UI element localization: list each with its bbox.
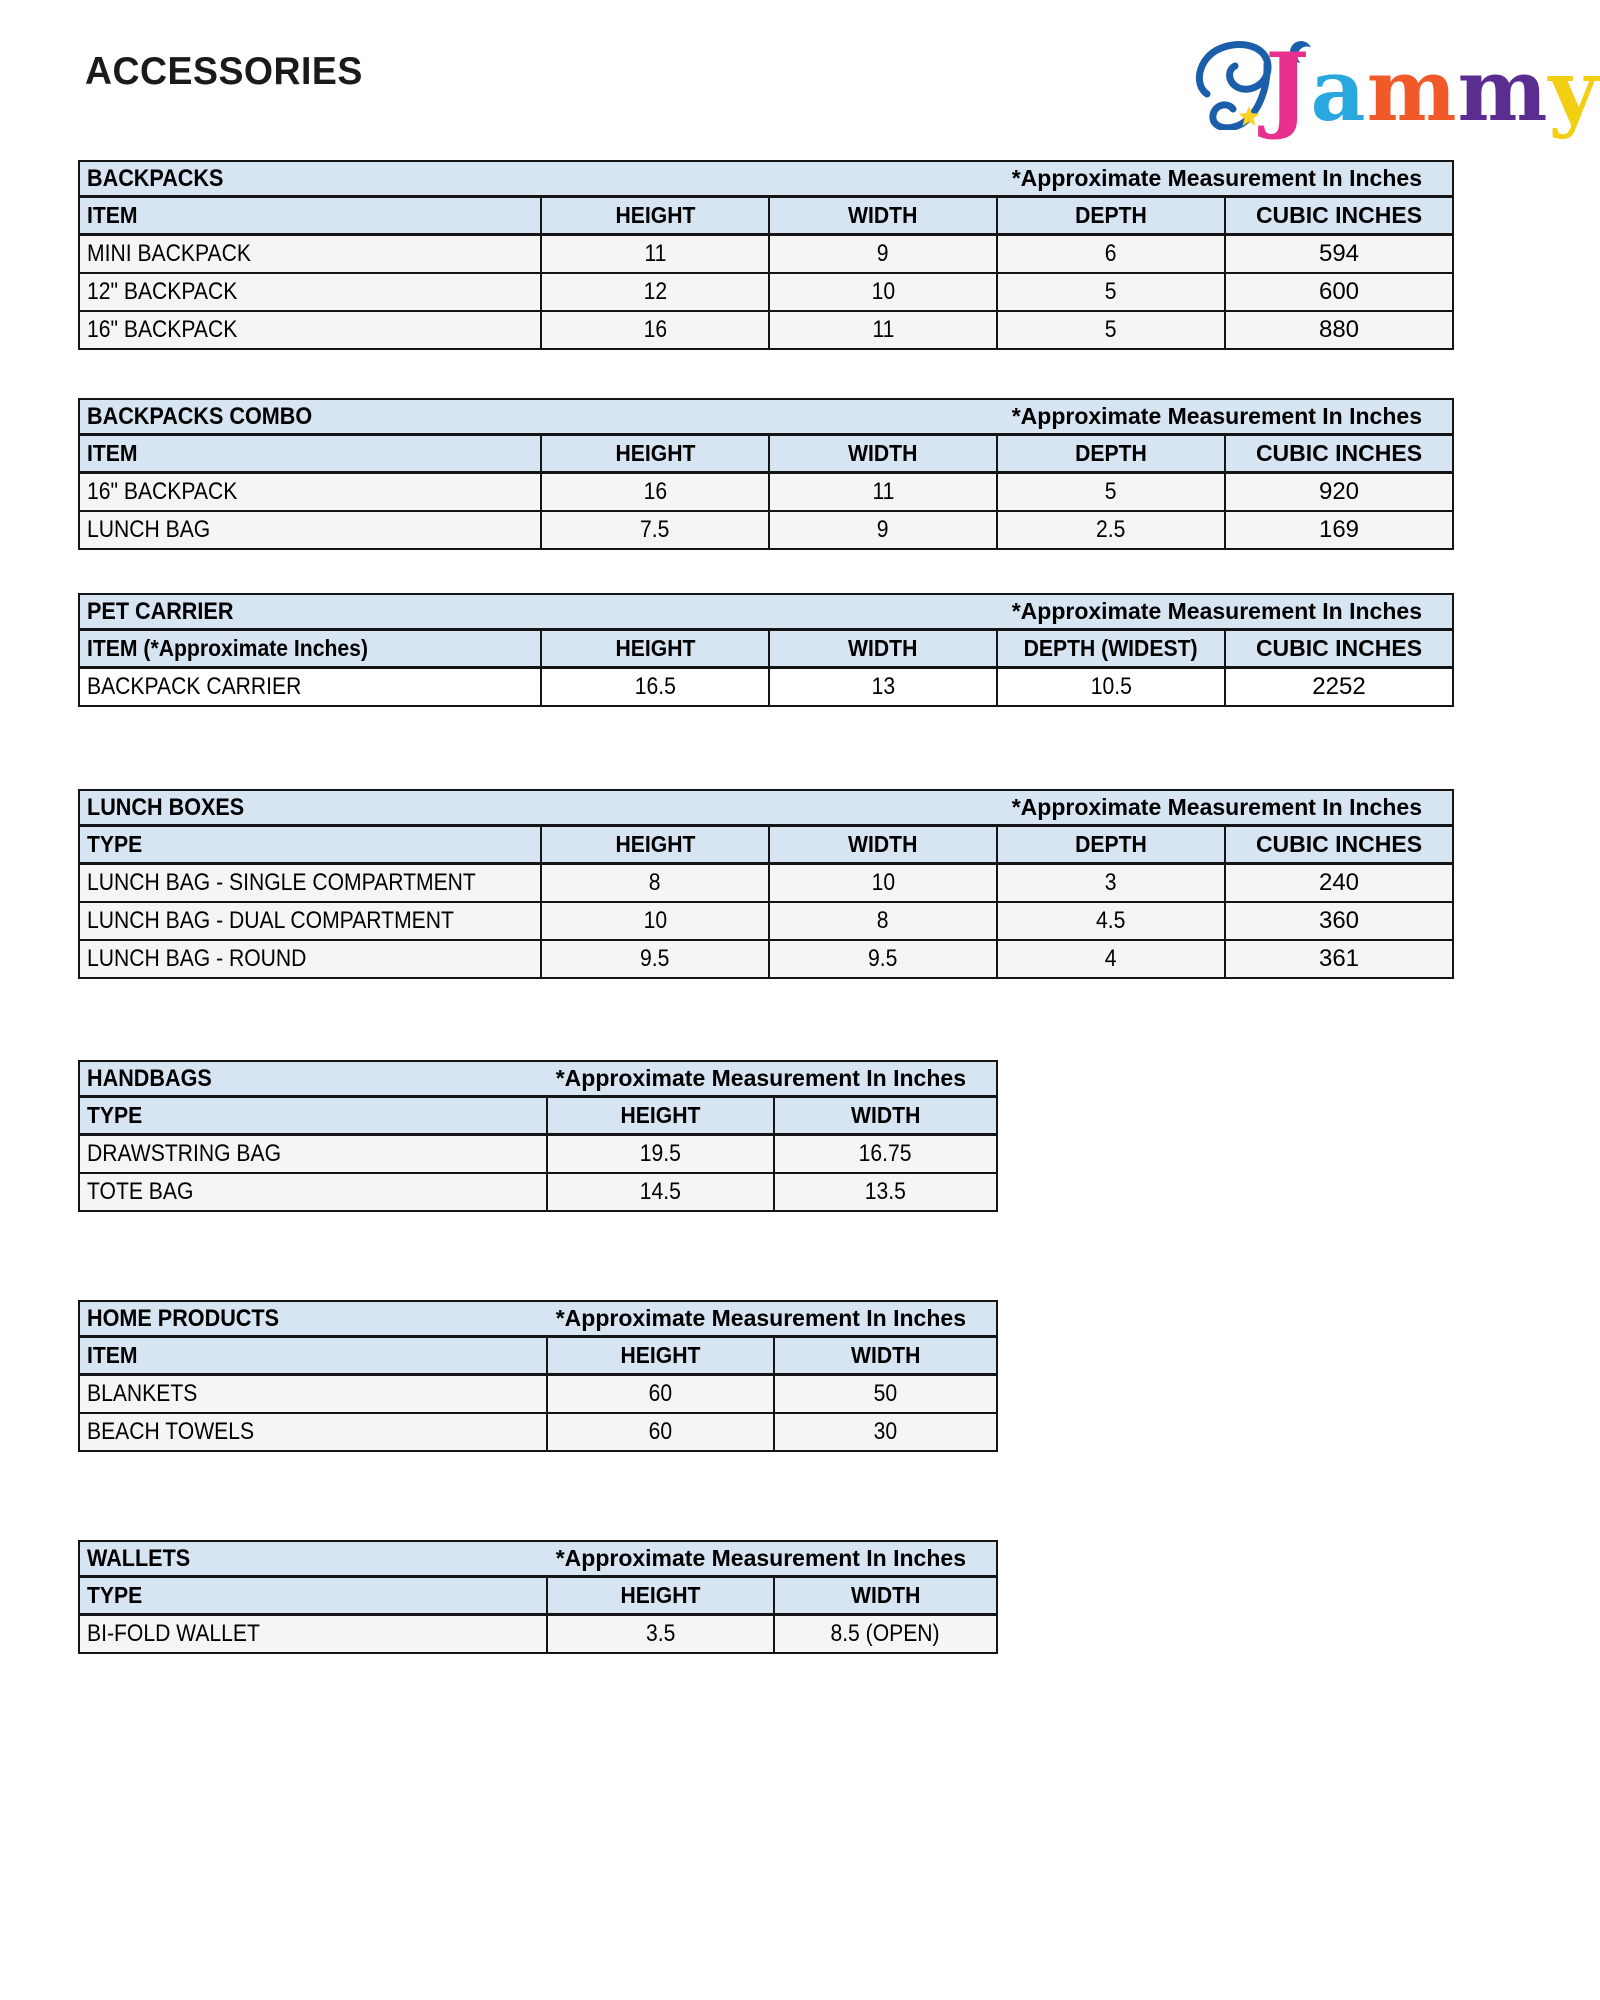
- logo-wordmark: [1265, 33, 1599, 143]
- column-header: HEIGHT: [541, 826, 769, 864]
- table-note: *Approximate Measurement In Inches: [1011, 165, 1422, 191]
- cell-item: BLANKETS: [79, 1375, 547, 1414]
- table-note: *Approximate Measurement In Inches: [555, 1545, 966, 1571]
- cell-width: 11: [769, 473, 997, 512]
- column-header: HEIGHT: [541, 197, 769, 235]
- cell-item: TOTE BAG: [79, 1173, 547, 1211]
- column-header: DEPTH: [997, 826, 1225, 864]
- column-header: DEPTH: [997, 435, 1225, 473]
- cell-item: 16" BACKPACK: [79, 473, 541, 512]
- cell-height: 60: [547, 1413, 774, 1451]
- cell-cubic-inches: 600: [1225, 273, 1453, 311]
- logo-letter: y: [1548, 41, 1599, 141]
- cell-cubic-inches: 2252: [1225, 668, 1453, 707]
- cell-cubic-inches: 360: [1225, 902, 1453, 940]
- table-note: *Approximate Measurement In Inches: [1011, 794, 1422, 820]
- column-header: WIDTH: [769, 630, 997, 668]
- table-row: [79, 235, 1453, 274]
- table-row: [79, 1615, 997, 1654]
- column-header: HEIGHT: [541, 630, 769, 668]
- column-header: ITEM: [79, 1337, 547, 1375]
- column-header: WIDTH: [769, 435, 997, 473]
- cell-width: 9: [769, 511, 997, 549]
- cell-cubic-inches: 594: [1225, 235, 1453, 274]
- table-title-row: [79, 161, 1453, 197]
- cell-cubic-inches: 920: [1225, 473, 1453, 512]
- cell-height: 10: [541, 902, 769, 940]
- table-note: *Approximate Measurement In Inches: [555, 1065, 966, 1091]
- cell-width: 8: [769, 902, 997, 940]
- column-header: CUBIC INCHES: [1225, 197, 1453, 235]
- column-header: CUBIC INCHES: [1225, 630, 1453, 668]
- table-lunch-boxes: [78, 789, 1454, 979]
- column-header: TYPE: [79, 1577, 547, 1615]
- cell-height: 60: [547, 1375, 774, 1414]
- table-row: [79, 1413, 997, 1451]
- column-header: ITEM (*Approximate Inches): [79, 630, 541, 668]
- table-row: [79, 311, 1453, 349]
- pjammy-logo: [1193, 30, 1599, 143]
- column-header: WIDTH: [774, 1097, 997, 1135]
- cell-width: 11: [769, 311, 997, 349]
- cell-depth: 10.5: [997, 668, 1225, 707]
- cell-cubic-inches: 169: [1225, 511, 1453, 549]
- cell-depth: 5: [997, 311, 1225, 349]
- table-note: *Approximate Measurement In Inches: [1011, 403, 1422, 429]
- table-title-row: [79, 399, 1453, 435]
- table-row: [79, 902, 1453, 940]
- cell-cubic-inches: 880: [1225, 311, 1453, 349]
- cell-height: 7.5: [541, 511, 769, 549]
- cell-height: 9.5: [541, 940, 769, 978]
- column-header: HEIGHT: [547, 1577, 774, 1615]
- column-header: WIDTH: [769, 197, 997, 235]
- cell-item: BI-FOLD WALLET: [79, 1615, 547, 1654]
- column-header: ITEM: [79, 197, 541, 235]
- cell-item: LUNCH BAG - DUAL COMPARTMENT: [79, 902, 541, 940]
- cell-height: 16.5: [541, 668, 769, 707]
- logo-letter: m: [1366, 41, 1458, 141]
- table-header-row: [79, 435, 1453, 473]
- column-header: DEPTH: [997, 197, 1225, 235]
- column-header: DEPTH (WIDEST): [997, 630, 1225, 668]
- table-note: *Approximate Measurement In Inches: [555, 1305, 966, 1331]
- logo-letter: a: [1310, 41, 1367, 141]
- table-header-row: [79, 826, 1453, 864]
- cell-depth: 4.5: [997, 902, 1225, 940]
- table-row: [79, 511, 1453, 549]
- cell-cubic-inches: 240: [1225, 864, 1453, 903]
- table-title-row: [79, 1541, 997, 1577]
- cell-height: 12: [541, 273, 769, 311]
- table-handbags: [78, 1060, 998, 1212]
- cell-item: BEACH TOWELS: [79, 1413, 547, 1451]
- logo-letter: m: [1457, 41, 1549, 141]
- star-icon: [1238, 106, 1260, 128]
- cell-cubic-inches: 361: [1225, 940, 1453, 978]
- cell-height: 16: [541, 311, 769, 349]
- table-header-row: [79, 1577, 997, 1615]
- table-title: BACKPACKS COMBO: [87, 402, 313, 430]
- page-title: ACCESSORIES: [85, 50, 363, 93]
- cell-width: 30: [774, 1413, 997, 1451]
- column-header: ITEM: [79, 435, 541, 473]
- table-title: BACKPACKS: [87, 164, 224, 192]
- table-row: [79, 1375, 997, 1414]
- cell-depth: 3: [997, 864, 1225, 903]
- table-header-row: [79, 197, 1453, 235]
- cell-height: 16: [541, 473, 769, 512]
- table-note: *Approximate Measurement In Inches: [1011, 598, 1422, 624]
- column-header: CUBIC INCHES: [1225, 435, 1453, 473]
- table-row: [79, 273, 1453, 311]
- cell-item: 16" BACKPACK: [79, 311, 541, 349]
- cell-width: 13.5: [774, 1173, 997, 1211]
- cell-height: 3.5: [547, 1615, 774, 1654]
- logo-letter: J: [1265, 33, 1311, 143]
- table-row: [79, 1135, 997, 1174]
- cell-item: 12" BACKPACK: [79, 273, 541, 311]
- cell-depth: 5: [997, 273, 1225, 311]
- cell-width: 50: [774, 1375, 997, 1414]
- table-title: HANDBAGS: [87, 1064, 212, 1092]
- column-header: TYPE: [79, 1097, 547, 1135]
- table-wallets: [78, 1540, 998, 1654]
- cell-item: LUNCH BAG - ROUND: [79, 940, 541, 978]
- cell-width: 16.75: [774, 1135, 997, 1174]
- column-header: HEIGHT: [547, 1337, 774, 1375]
- cell-width: 9.5: [769, 940, 997, 978]
- cell-height: 11: [541, 235, 769, 274]
- cell-height: 8: [541, 864, 769, 903]
- cell-width: 10: [769, 273, 997, 311]
- table-title-row: [79, 790, 1453, 826]
- table-home-products: [78, 1300, 998, 1452]
- table-title-row: [79, 594, 1453, 630]
- table-title: PET CARRIER: [87, 597, 234, 625]
- table-title: HOME PRODUCTS: [87, 1304, 280, 1332]
- column-header: CUBIC INCHES: [1225, 826, 1453, 864]
- column-header: WIDTH: [774, 1337, 997, 1375]
- table-pet-carrier: [78, 593, 1454, 707]
- cell-width: 8.5 (OPEN): [774, 1615, 997, 1654]
- table-row: [79, 668, 1453, 707]
- column-header: HEIGHT: [547, 1097, 774, 1135]
- column-header: WIDTH: [774, 1577, 997, 1615]
- table-row: [79, 864, 1453, 903]
- column-header: HEIGHT: [541, 435, 769, 473]
- cell-item: LUNCH BAG: [79, 511, 541, 549]
- cell-width: 10: [769, 864, 997, 903]
- table-title-row: [79, 1301, 997, 1337]
- cell-height: 19.5: [547, 1135, 774, 1174]
- cell-item: LUNCH BAG - SINGLE COMPARTMENT: [79, 864, 541, 903]
- column-header: TYPE: [79, 826, 541, 864]
- cell-depth: 4: [997, 940, 1225, 978]
- cell-depth: 2.5: [997, 511, 1225, 549]
- table-row: [79, 473, 1453, 512]
- table-header-row: [79, 1097, 997, 1135]
- cell-width: 9: [769, 235, 997, 274]
- cell-item: BACKPACK CARRIER: [79, 668, 541, 707]
- table-title: LUNCH BOXES: [87, 793, 245, 821]
- cell-item: MINI BACKPACK: [79, 235, 541, 274]
- table-row: [79, 1173, 997, 1211]
- table-title: WALLETS: [87, 1544, 191, 1572]
- cell-width: 13: [769, 668, 997, 707]
- table-backpacks-combo: [78, 398, 1454, 550]
- cell-height: 14.5: [547, 1173, 774, 1211]
- cell-item: DRAWSTRING BAG: [79, 1135, 547, 1174]
- table-title-row: [79, 1061, 997, 1097]
- cell-depth: 6: [997, 235, 1225, 274]
- table-header-row: [79, 630, 1453, 668]
- table-backpacks: [78, 160, 1454, 350]
- cell-depth: 5: [997, 473, 1225, 512]
- table-header-row: [79, 1337, 997, 1375]
- column-header: WIDTH: [769, 826, 997, 864]
- table-row: [79, 940, 1453, 978]
